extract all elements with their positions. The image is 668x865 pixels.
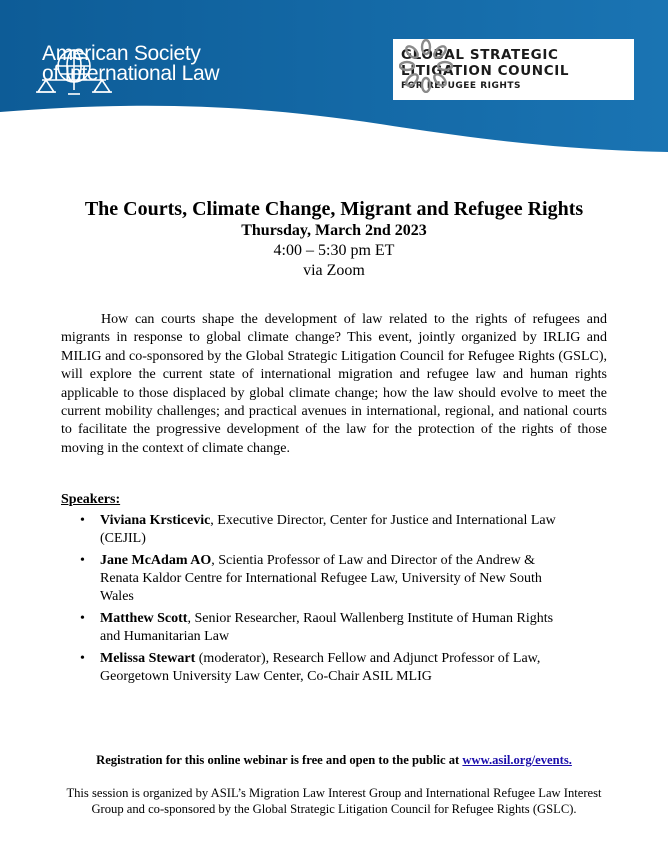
bullet: •	[80, 513, 85, 528]
events-link[interactable]: www.asil.org/events.	[462, 753, 572, 767]
header-banner	[0, 0, 668, 160]
link-ring-icon	[399, 39, 453, 93]
speaker-item	[61, 552, 570, 606]
speakers-section	[61, 491, 621, 690]
speaker-name: Matthew Scott	[100, 611, 188, 626]
speaker-item	[61, 512, 570, 548]
event-time: 4:00 – 5:30 pm ET	[273, 242, 395, 259]
event-heading	[0, 197, 668, 281]
speaker-name: Melissa Stewart	[100, 651, 196, 666]
bullet: •	[80, 611, 85, 626]
event-venue: via Zoom	[303, 262, 365, 279]
asil-logo	[34, 44, 219, 84]
speaker-name: Viviana Krsticevic	[100, 513, 211, 528]
event-date: Thursday, March 2nd 2023	[241, 222, 427, 239]
asil-name-line2: of International Law	[42, 62, 220, 85]
gslc-name-line2: LITIGATION COUNCIL	[401, 62, 570, 79]
gslc-name-line1: GLOBAL STRATEGIC	[401, 46, 559, 63]
event-description: How can courts shape the development of law related to the rights of refugees and migrants in response to global climate change? This event, jointly organized by IRLIG and MILIG and co-sponsored by the Global Strategic Litigation Council for Refugee Rights (GSLC), will explore the current state of international migration and refugee law and human rights applicable to those displaced by global climate change; how the law should evolve to meet the current mobility challenges; and practical avenues in international, regional, and national courts to facilitate the progressive development of the law for the protection of the rights of those moving in the context of climate change.	[61, 312, 607, 456]
speaker-item	[61, 650, 570, 686]
asil-name-line1: American Society	[42, 42, 201, 65]
speakers-heading: Speakers:	[61, 492, 121, 507]
speaker-details: , Scientia Professor of Law and Director of the Andrew & Renata Kaldor Centre for International Refugee Law, University of New South Wales	[100, 553, 542, 604]
globe-scales-icon	[34, 44, 114, 100]
event-title: The Courts, Climate Change, Migrant and Refugee Rights	[84, 198, 584, 220]
registration-text: Registration for this online webinar is free and open to the public at	[96, 753, 463, 767]
gslc-logo	[393, 39, 634, 100]
speaker-details: , Executive Director, Center for Justice and International Law (CEJIL)	[100, 513, 556, 546]
speaker-details: , Senior Researcher, Raoul Wallenberg Institute of Human Rights and Humanitarian Law	[100, 611, 554, 644]
speaker-list	[61, 512, 621, 686]
organizer-note: This session is organized by ASIL’s Migration Law Interest Group and International Refugee Law Interest Group and co-sponsored by the Global Strategic Litigation Council for Refugee Rights (GSLC).	[66, 786, 602, 816]
bullet: •	[80, 651, 85, 666]
speaker-name: Jane McAdam AO	[100, 553, 212, 568]
registration-note	[0, 752, 668, 768]
bullet: •	[80, 553, 85, 568]
speaker-details: (moderator), Research Fellow and Adjunct Professor of Law, Georgetown University Law Center, Co-Chair ASIL MLIG	[100, 651, 541, 684]
speaker-item	[61, 610, 570, 646]
gslc-name-line3: FOR REFUGEE RIGHTS	[401, 80, 522, 91]
